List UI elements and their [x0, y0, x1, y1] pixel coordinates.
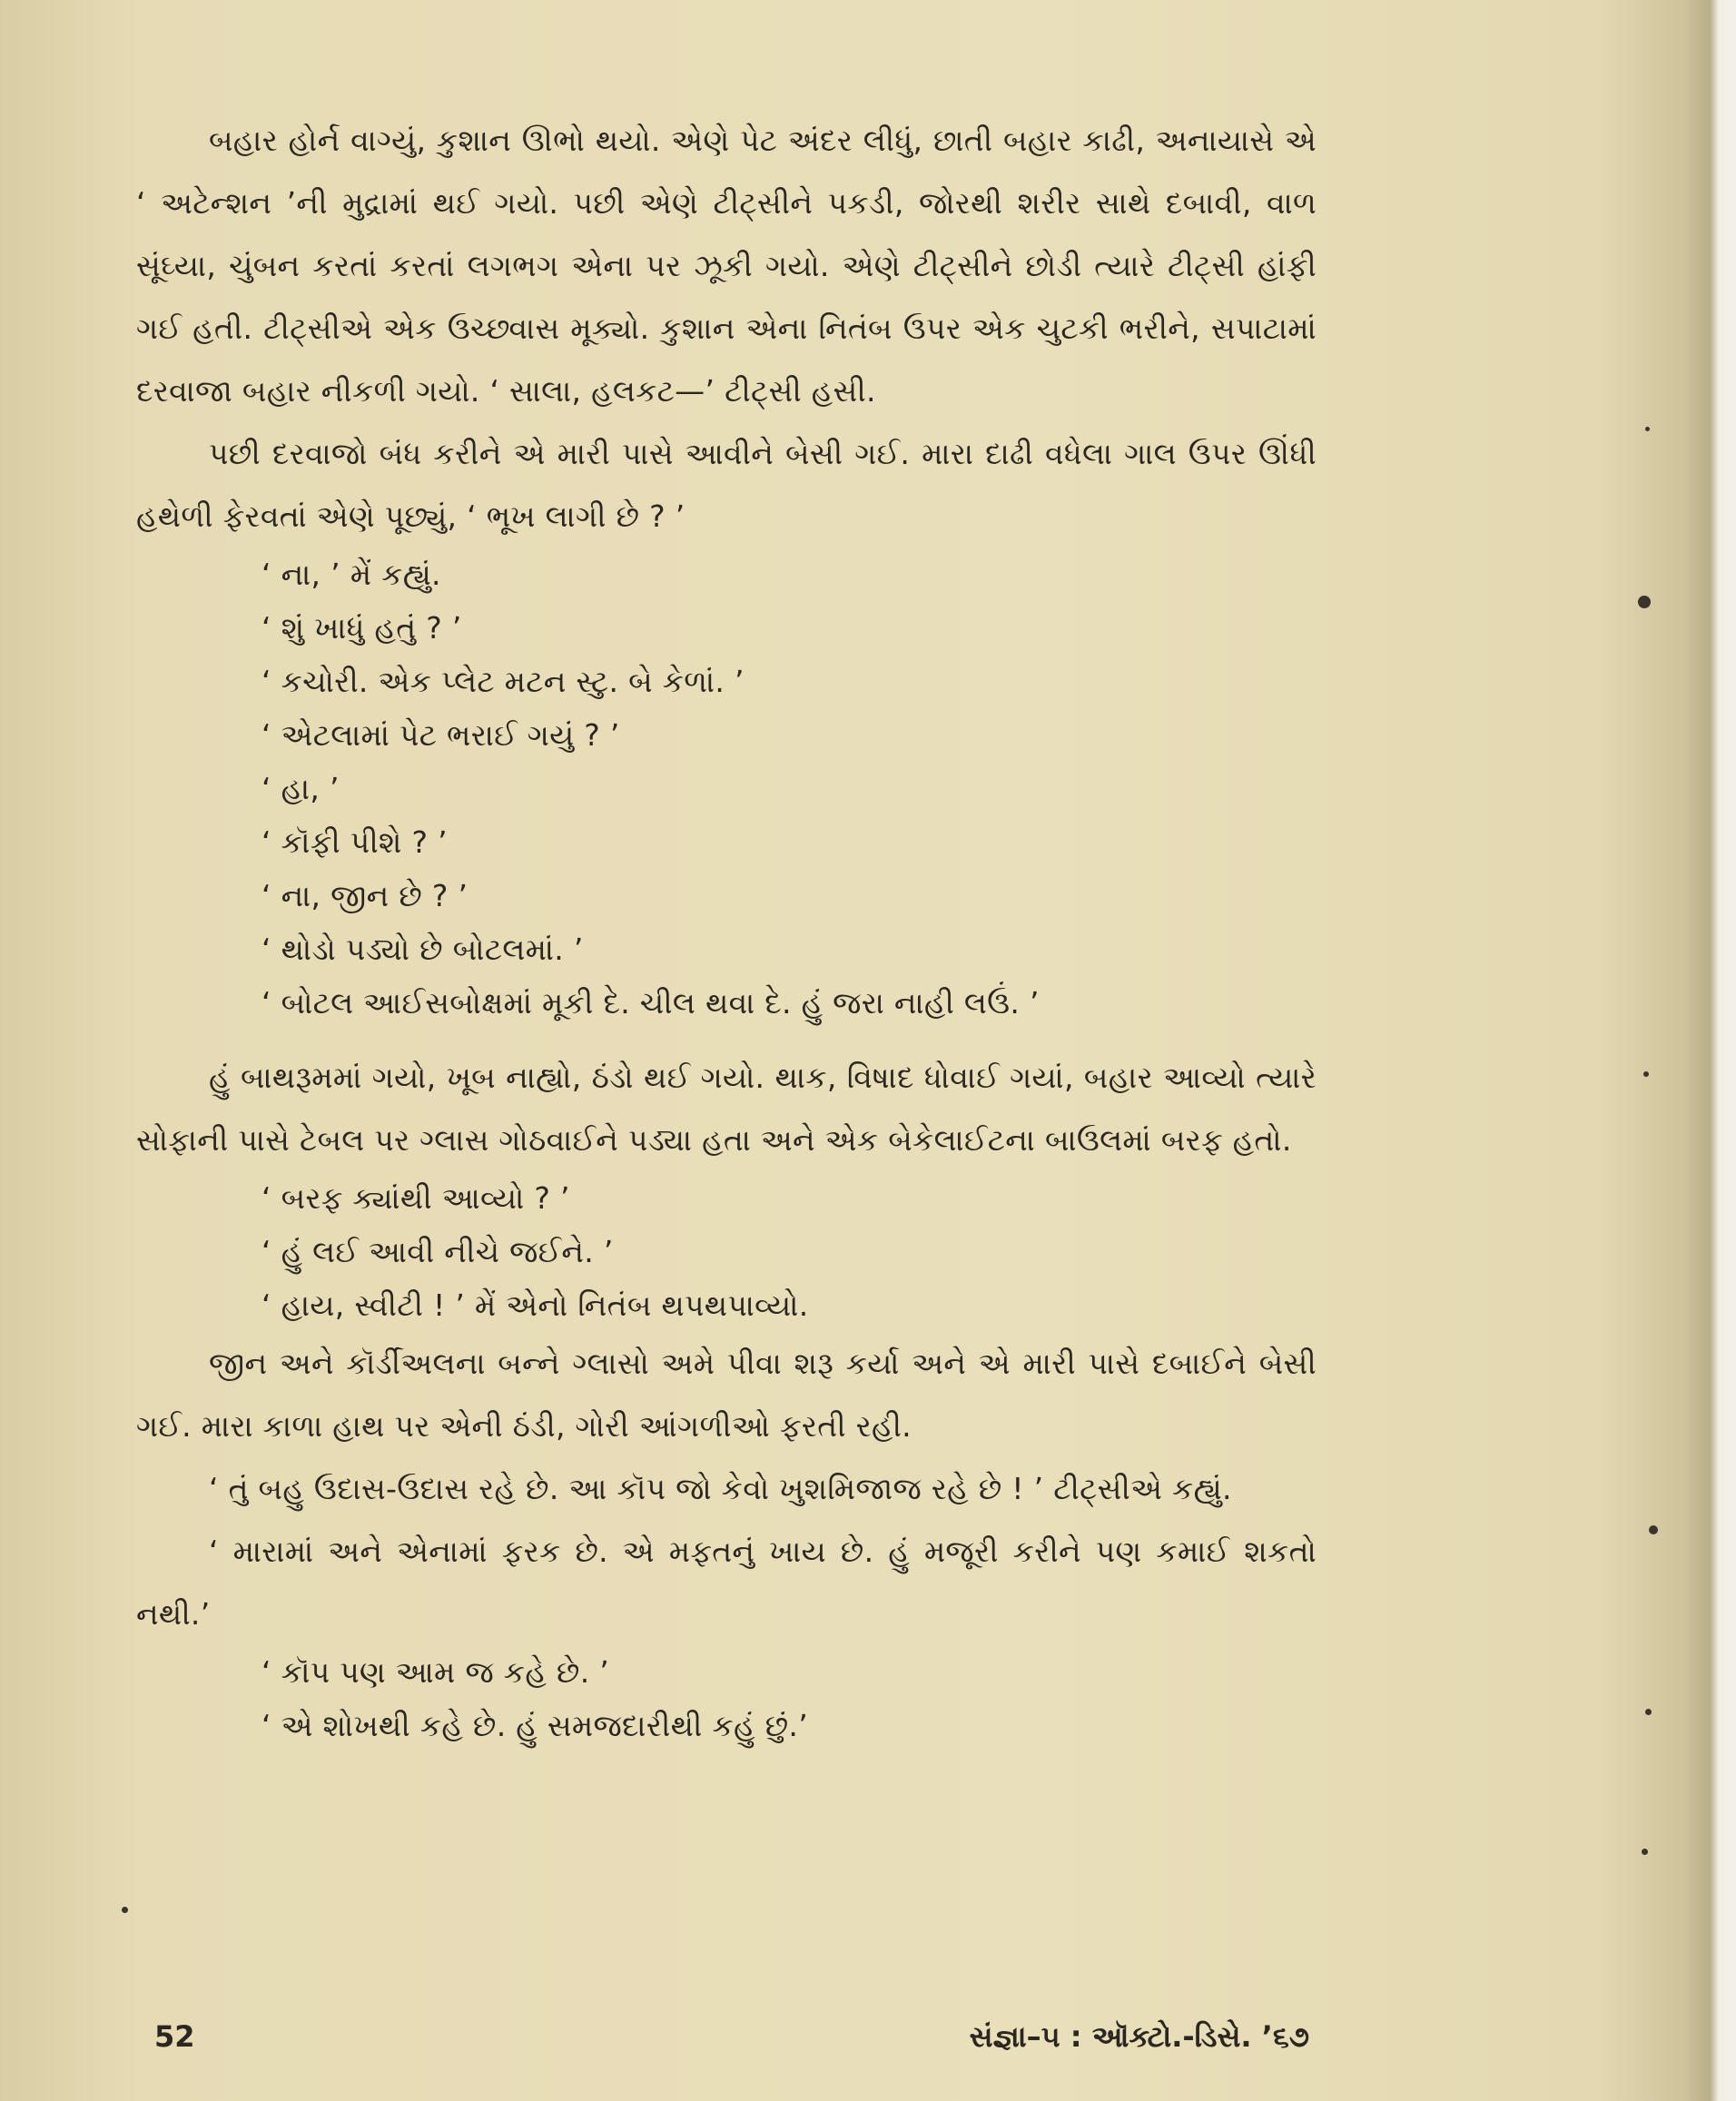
ink-speck	[1645, 427, 1650, 431]
ink-speck	[1645, 1709, 1652, 1715]
dialogue-line: ‘ ના, જીન છે ? ’	[261, 878, 469, 913]
paragraph: હું બાથરૂમમાં ગયો, ખૂબ નાહ્યો, ઠંડો થઈ ગયો. થાક, વિષાદ ધોવાઈ ગયાં, બહાર આવ્યો ત્યારે સોફાની પાસે ટેબલ પર ગ્લાસ ગોઠવાઈને પડ્યા હતા અને એક બેકેલાઈટના બાઉલમાં બરફ હતો.	[136, 1060, 1317, 1158]
paragraph: જીન અને કૉર્ડીઅલના બન્ને ગ્લાસો અમે પીવા શરૂ કર્યા અને એ મારી પાસે દબાઈને બેસી ગઈ. મારા કાળા હાથ પર એની ઠંડી, ગોરી આંગળીઓ ફરતી રહી.	[136, 1346, 1317, 1444]
paragraph: ‘ તું બહુ ઉદાસ-ઉદાસ રહે છે. આ કૉપ જો કેવો ખુશમિજાજ રહે છે ! ’ ટીટ્સીએ કહ્યું.	[209, 1471, 1232, 1506]
ink-speck	[1638, 596, 1651, 608]
dialogue-line: ‘ કૉપ પણ આમ જ કહે છે. ’	[261, 1654, 610, 1690]
dialogue-line: ‘ એ શોખથી કહે છે. હું સમજદારીથી કહું છું.’	[261, 1708, 808, 1743]
paragraph: પછી દરવાજો બંધ કરીને એ મારી પાસે આવીને બેસી ગઈ. મારા દાઢી વધેલા ગાલ ઉપર ઊંધી હથેળી ફેરવતાં એણે પૂછ્યું, ‘ ભૂખ લાગી છે ? ’	[136, 436, 1317, 534]
dialogue-line: ‘ હા, ’	[261, 771, 340, 806]
dialogue-line: ‘ શું ખાધું હતું ? ’	[261, 610, 462, 646]
ink-speck	[1642, 1849, 1648, 1855]
dialogue-line: ‘ હું લઈ આવી નીચે જઈને. ’	[261, 1234, 614, 1269]
dialogue-line: ‘ ના, ’ મેં કહ્યું.	[261, 557, 441, 592]
dialogue-line: ‘ થોડો પડ્યો છે બોટલમાં. ’	[261, 932, 584, 967]
page-number: 52	[154, 2019, 195, 2054]
issue-label: સંજ્ઞા–૫ : ઑક્ટો.-ડિસે. ’૬૭	[969, 2018, 1309, 2054]
dialogue-line: ‘ બોટલ આઈસબોક્ષમાં મૂકી દે. ચીલ થવા દે. હું જરા નાહી લઉં. ’	[261, 985, 1040, 1021]
paragraph: બહાર હોર્ન વાગ્યું, કુશાન ઊભો થયો. એણે પેટ અંદર લીધું, છાતી બહાર કાઢી, અનાયાસે એ ‘ અટેન્શન ’ની મુદ્રામાં થઈ ગયો. પછી એણે ટીટ્સીને પકડી, જોરથી શરીર સાથે દબાવી, વાળ સૂંઘ્યા, ચુંબન કરતાં કરતાં લગભગ એના પર ઝૂકી ગયો. એણે ટીટ્સીને છોડી ત્યારે ટીટ્સી હાંફી ગઈ હતી. ટીટ્સીએ એક ઉચ્છ્વાસ મૂક્યો. કુશાન એના નિતંબ ઉપર એક ચુટકી ભરીને, સપાટામાં દરવાજા બહાર નીકળી ગયો. ‘ સાલા, હલકટ—’ ટીટ્સી હસી.	[136, 123, 1317, 409]
ink-speck	[122, 1907, 128, 1913]
dialogue-line: ‘ હાય, સ્વીટી ! ’ મેં એનો નિતંબ થપથપાવ્યો.	[261, 1287, 809, 1323]
dialogue-line: ‘ બરફ ક્યાંથી આવ્યો ? ’	[261, 1180, 570, 1216]
dialogue-line: ‘ કૉફી પીશે ? ’	[261, 824, 448, 860]
page-body	[136, 109, 1317, 2070]
dialogue-line: ‘ કચોરી. એક પ્લેટ મટન સ્ટુ. બે કેળાં. ’	[261, 664, 745, 699]
page-footer	[154, 2014, 1309, 2059]
ink-speck	[1643, 1071, 1649, 1077]
ink-speck	[1649, 1525, 1658, 1534]
dialogue-line: ‘ એટલામાં પેટ ભરાઈ ગયું ? ’	[261, 717, 620, 753]
paragraph: ‘ મારામાં અને એનામાં ફરક છે. એ મફતનું ખાય છે. હું મજૂરી કરીને પણ કમાઈ શકતો નથી.’	[136, 1534, 1317, 1632]
